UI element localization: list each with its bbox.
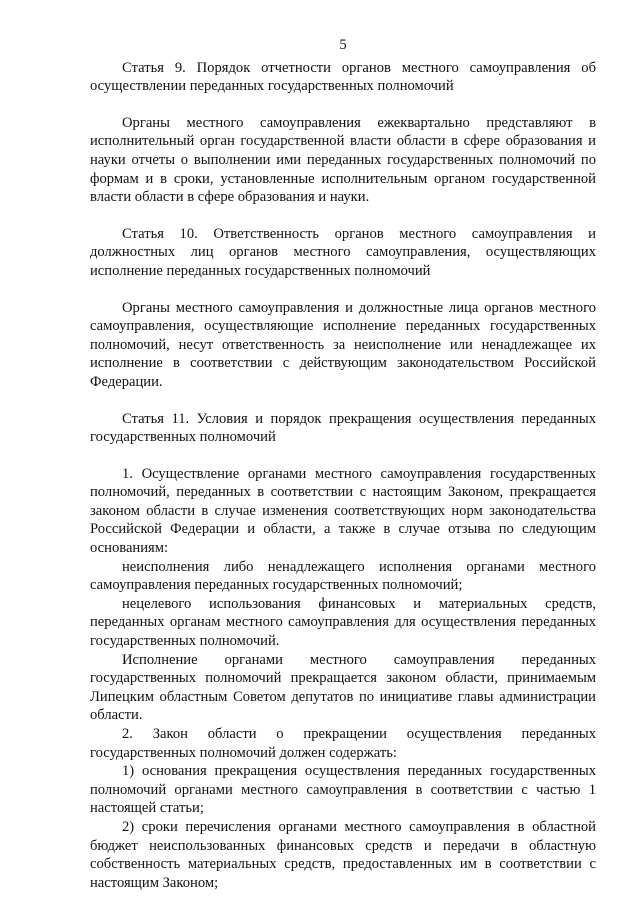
article-9-title: Статья 9. Порядок отчетности органов местного самоуправления об осуществлении переданных государственных полномочий xyxy=(90,59,596,95)
article-11-part-2-item-2: 2) сроки перечисления органами местного самоуправления в областной бюджет неиспользованных финансовых средств и передачи в областную собственность материальных средств, предоставленных им в соответствии с настоящим Законом; xyxy=(90,818,596,891)
article-11-part-1: 1. Осуществление органами местного самоуправления государственных полномочий, переданных в соответствии с настоящим Законом, прекращается законом области в случае изменения соответствующих норм законодательства Российской Федерации и области, а также в случае отзыва по следующим основаниям: xyxy=(90,465,596,557)
article-10-title: Статья 10. Ответственность органов местного самоуправления и должностных лиц органов местного самоуправления, осуществляющих исполнение переданных государственных полномочий xyxy=(90,225,596,279)
article-11-part-1-ground-a: неисполнения либо ненадлежащего исполнения органами местного самоуправления переданных государственных полномочий; xyxy=(90,558,596,594)
article-11-part-2: 2. Закон области о прекращении осуществления переданных государственных полномочий должен содержать: xyxy=(90,726,596,761)
article-9-paragraph: Органы местного самоуправления ежеквартально представляют в исполнительный орган государственной власти области в сфере образования и науки отчеты о выполнении ими переданных государственных полномочий по формам и в сроки, установленные исполнительным органом государственной власти области в сфере образования и науки. xyxy=(90,114,596,206)
page-number: 5 xyxy=(339,37,347,53)
article-10-paragraph: Органы местного самоуправления и должностные лица органов местного самоуправления, осуществляющие исполнение переданных государственных полномочий, несут ответственность за неисполнение или ненадлежащее их исполнение в соответствии с действующим законодательством Российской Федерации. xyxy=(90,299,596,390)
article-11-part-1-ground-b: нецелевого использования финансовых и материальных средств, переданных органам местного самоуправления для осуществления переданных государственных полномочий. xyxy=(90,595,596,650)
article-11-part-1-termination: Исполнение органами местного самоуправления переданных государственных полномочий прекращается законом области, принимаемым Липецким областным Советом депутатов по инициативе главы администрации области. xyxy=(90,651,596,724)
article-11-part-2-item-1: 1) основания прекращения осуществления переданных государственных полномочий органами местного самоуправления в соответствии с частью 1 настоящей статьи; xyxy=(90,763,596,817)
article-11-title: Статья 11. Условия и порядок прекращения осуществления переданных государственных полномочий xyxy=(90,410,596,446)
document-page xyxy=(90,36,596,892)
